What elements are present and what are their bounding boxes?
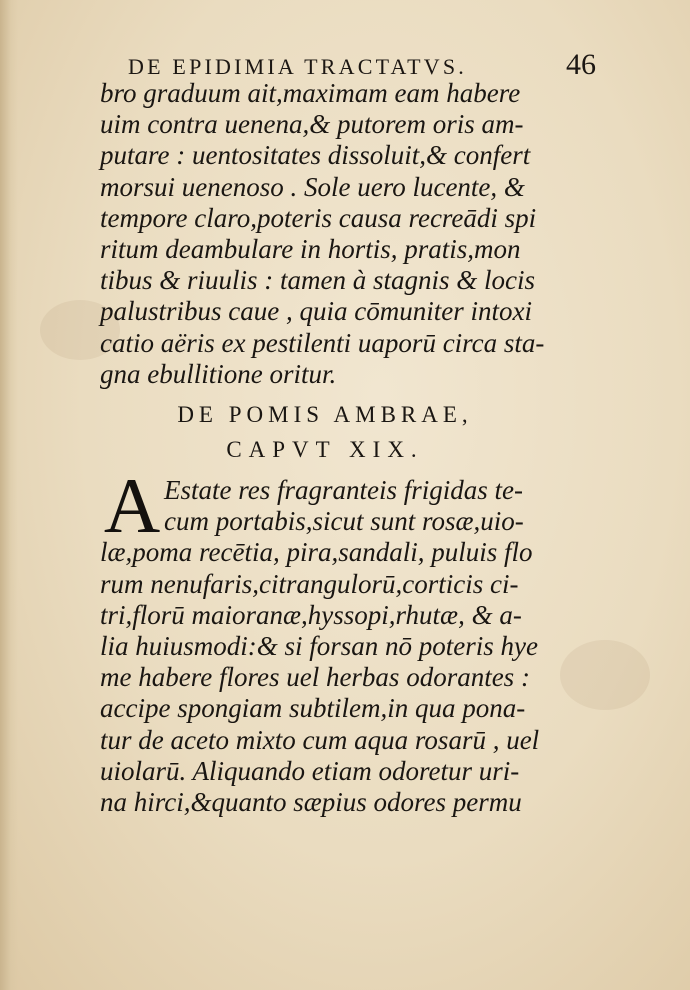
page-gutter-shadow bbox=[0, 0, 18, 990]
text-line: accipe spongiam subtilem,in qua pona- bbox=[100, 693, 526, 724]
text-line: morsui uenenoso . Sole uero lucente, & bbox=[100, 171, 525, 202]
text-line: uiolarū. Aliquando etiam odoretur uri- bbox=[100, 755, 520, 786]
text-line: lia huiusmodi:& si forsan nō poteris hye bbox=[100, 630, 538, 661]
text-line: bro graduum ait,maximam eam habere bbox=[100, 78, 521, 108]
text-line: tibus & riuulis : tamen à stagnis & locis bbox=[100, 265, 536, 296]
text-line: rum nenufaris,citrangulorū,corticis ci- bbox=[100, 568, 519, 599]
page-number: 46 bbox=[566, 48, 596, 81]
text-line: uim contra uenena,& putorem oris am- bbox=[100, 109, 524, 140]
text-line: tempore claro,poteris causa recreādi spi bbox=[100, 202, 537, 233]
section-heading: DE POMIS AMBRAE, bbox=[177, 402, 473, 427]
text-line: catio aëris ex pestilenti uaporū circa sta- bbox=[100, 327, 545, 358]
running-head: DE EPIDIMIA TRACTATVS. bbox=[128, 54, 467, 79]
text-line: me habere flores uel herbas odorantes : bbox=[100, 662, 530, 693]
paper-stain bbox=[560, 640, 650, 710]
text-line: cum portabis,sicut sunt rosæ,uio- bbox=[164, 506, 524, 537]
drop-cap-initial: A bbox=[103, 462, 161, 549]
chapter-number: CAPVT XIX. bbox=[226, 437, 424, 462]
text-line: putare : uentositates dissoluit,& confert bbox=[100, 140, 531, 171]
text-line: gna ebullitione oritur. bbox=[100, 358, 337, 389]
text-line: ritum deambulare in hortis, pratis,mon bbox=[100, 233, 521, 264]
text-line: palustribus caue , quia cōmuniter intoxi bbox=[100, 296, 532, 327]
text-line: tur de aceto mixto cum aqua rosarū , uel bbox=[100, 724, 540, 755]
text-block-2 bbox=[100, 462, 550, 818]
text-line: na hirci,&quanto sæpius odores permu bbox=[100, 786, 522, 817]
text-line: tri,florū maioranæ,hyssopi,rhutæ, & a- bbox=[100, 599, 522, 630]
text-block-1 bbox=[100, 78, 550, 390]
text-line: Estate res fragranteis frigidas te- bbox=[164, 475, 523, 505]
text-line: læ,poma recētia, pira,sandali, puluis flo bbox=[100, 537, 533, 568]
